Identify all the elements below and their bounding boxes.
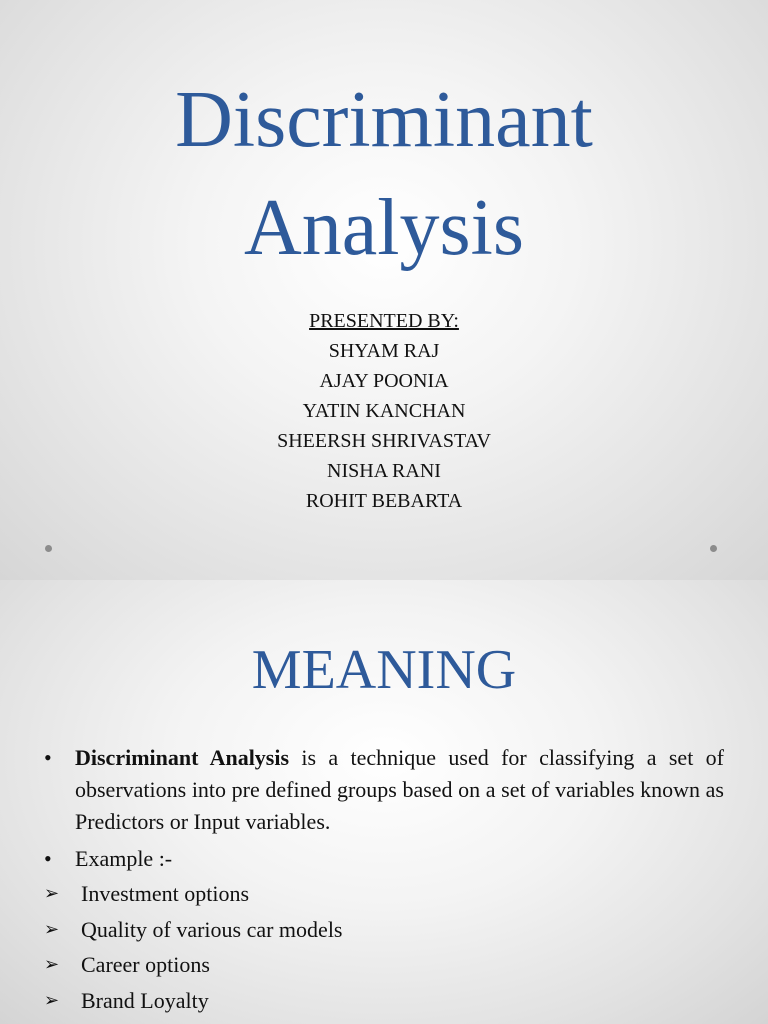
left-dot-icon bbox=[45, 545, 52, 552]
example-item-text: Career options bbox=[81, 952, 210, 977]
arrow-bullet-icon: ➢ bbox=[44, 918, 60, 940]
presenter-name: YATIN KANCHAN bbox=[302, 400, 466, 422]
example-item bbox=[44, 983, 724, 1019]
presented-by-label: PRESENTED BY: bbox=[309, 310, 459, 332]
presenters-block bbox=[134, 306, 634, 516]
presenter-name: SHEERSH SHRIVASTAV bbox=[277, 430, 491, 452]
definition-term: Discriminant Analysis bbox=[75, 745, 290, 770]
example-bullet bbox=[44, 842, 724, 876]
title-line-2: Analysis bbox=[244, 184, 524, 272]
arrow-bullet-icon: ➢ bbox=[44, 954, 60, 975]
bullet-icon: • bbox=[44, 846, 52, 871]
presenter-name: ROHIT BEBARTA bbox=[305, 490, 463, 512]
right-dot-icon bbox=[710, 545, 717, 552]
presenter-name: AJAY POONIA bbox=[319, 370, 449, 392]
example-item-text: Investment options bbox=[81, 881, 250, 906]
meaning-slide bbox=[0, 580, 768, 1024]
example-item-text: Quality of various car models bbox=[81, 916, 343, 942]
definition-text: is a technique used for classifying a set of observations into pre defined groups based on a set of variables known as Predictors or Input variables. bbox=[75, 745, 724, 834]
example-item bbox=[44, 947, 724, 983]
arrow-bullet-icon: ➢ bbox=[44, 989, 60, 1011]
definition-bullet bbox=[44, 742, 724, 838]
arrow-bullet-icon: ➢ bbox=[44, 883, 60, 904]
example-item bbox=[44, 912, 724, 948]
example-item bbox=[44, 876, 724, 912]
example-item-text: Brand Loyalty bbox=[81, 987, 209, 1013]
title-line-1: Discriminant bbox=[175, 76, 593, 164]
meaning-heading: MEANING bbox=[251, 639, 517, 701]
bullet-icon: • bbox=[44, 745, 52, 770]
presenter-name: SHYAM RAJ bbox=[328, 340, 440, 362]
example-label: Example :- bbox=[75, 846, 173, 871]
presenter-name: NISHA RANI bbox=[327, 460, 441, 482]
meaning-content bbox=[44, 742, 724, 1018]
